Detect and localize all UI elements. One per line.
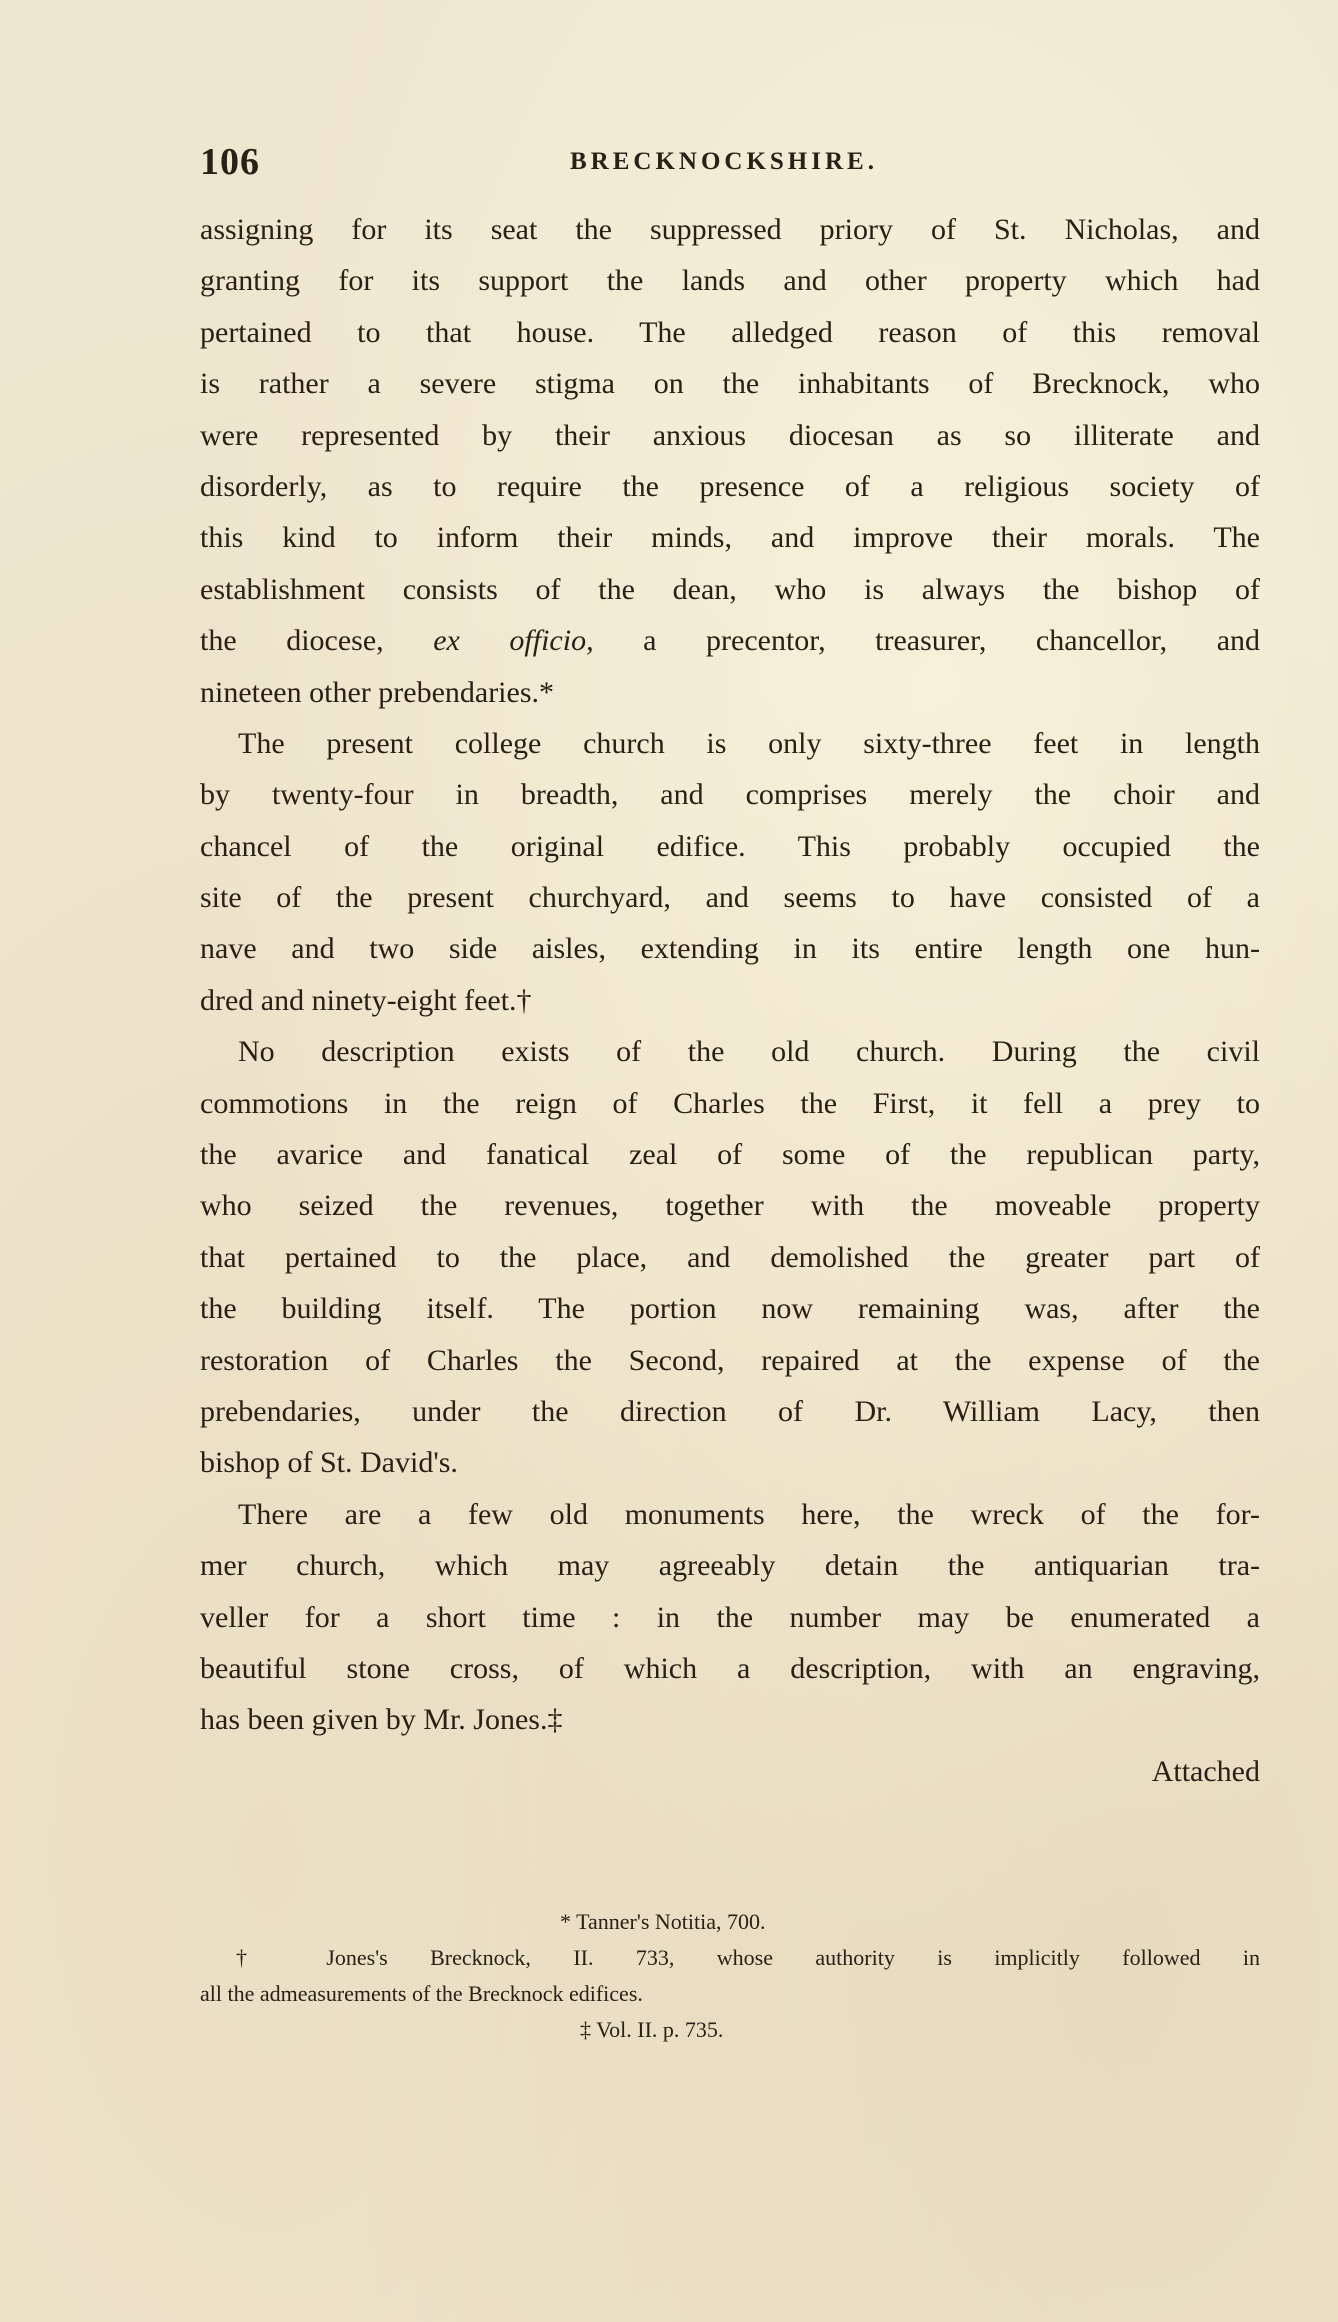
- text-line: granting for its support the lands and other property which had: [200, 264, 1260, 298]
- page-header: [200, 140, 1260, 190]
- text-line: chancel of the original edifice. This probably occupied the: [200, 829, 1260, 863]
- text-line-mixed: [200, 615, 1260, 666]
- text-line: were represented by their anxious diocesan as so illiterate and: [200, 418, 1260, 452]
- text-line: assigning for its seat the suppressed priory of St. Nicholas, and: [200, 213, 1260, 246]
- text-line: the avarice and fanatical zeal of some of the republican party,: [200, 1138, 1260, 1172]
- footnote: * Tanner's Notitia, 700.: [560, 1909, 766, 1934]
- footnote: ‡ Vol. II. p. 735.: [580, 2017, 724, 2042]
- text-segment: the diocese,: [200, 624, 384, 658]
- text-line: beautiful stone cross, of which a description, with an engraving,: [200, 1651, 1260, 1685]
- text-line: disorderly, as to require the presence of a religious society of: [200, 469, 1260, 503]
- text-line: is rather a severe stigma on the inhabitants of Brecknock, who: [200, 367, 1260, 401]
- text-line: nineteen other prebendaries.*: [200, 675, 555, 709]
- footnotes: [200, 1904, 1260, 2048]
- footnote-continuation: all the admeasurements of the Brecknock edifices.: [200, 1981, 643, 2006]
- text-line: prebendaries, under the direction of Dr. William Lacy, then: [200, 1394, 1260, 1428]
- text-line: nave and two side aisles, extending in its entire length one hun-: [200, 932, 1260, 966]
- italic-phrase: ex officio,: [433, 624, 594, 658]
- body-text: [200, 204, 1260, 1797]
- text-line: the building itself. The portion now remaining was, after the: [200, 1292, 1260, 1326]
- text-segment: a precentor, treasurer, chancellor, and: [643, 624, 1261, 658]
- text-line: site of the present churchyard, and seems to have consisted of a: [200, 881, 1260, 915]
- text-line: this kind to inform their minds, and improve their morals. The: [200, 521, 1260, 555]
- text-line: bishop of St. David's.: [200, 1446, 458, 1480]
- text-line: mer church, which may agreeably detain the antiquarian tra-: [200, 1549, 1260, 1583]
- text-line: establishment consists of the dean, who is always the bishop of: [200, 572, 1260, 606]
- text-line: that pertained to the place, and demolished the greater part of: [200, 1240, 1260, 1274]
- text-line: who seized the revenues, together with the moveable property: [200, 1189, 1260, 1223]
- text-line: pertained to that house. The alledged reason of this removal: [200, 315, 1260, 349]
- text-line: veller for a short time : in the number may be enumerated a: [200, 1600, 1260, 1634]
- paragraph-start: No description exists of the old church. During the civil: [238, 1035, 1260, 1069]
- paragraph-start: There are a few old monuments here, the wreck of the for-: [238, 1497, 1260, 1531]
- footnote: † Jones's Brecknock, II. 733, whose authority is implicitly followed in: [236, 1945, 1260, 1970]
- text-line: commotions in the reign of Charles the First, it fell a prey to: [200, 1086, 1260, 1120]
- catchword: Attached: [1151, 1754, 1260, 1788]
- text-line: restoration of Charles the Second, repaired at the expense of the: [200, 1343, 1260, 1377]
- text-line: has been given by Mr. Jones.‡: [200, 1703, 563, 1737]
- paragraph-start: The present college church is only sixty-three feet in length: [238, 726, 1260, 760]
- text-line: dred and ninety-eight feet.†: [200, 983, 532, 1017]
- running-head: BRECKNOCKSHIRE.: [570, 148, 878, 175]
- page-number: 106: [200, 141, 260, 183]
- text-line: by twenty-four in breadth, and comprises merely the choir and: [200, 778, 1260, 812]
